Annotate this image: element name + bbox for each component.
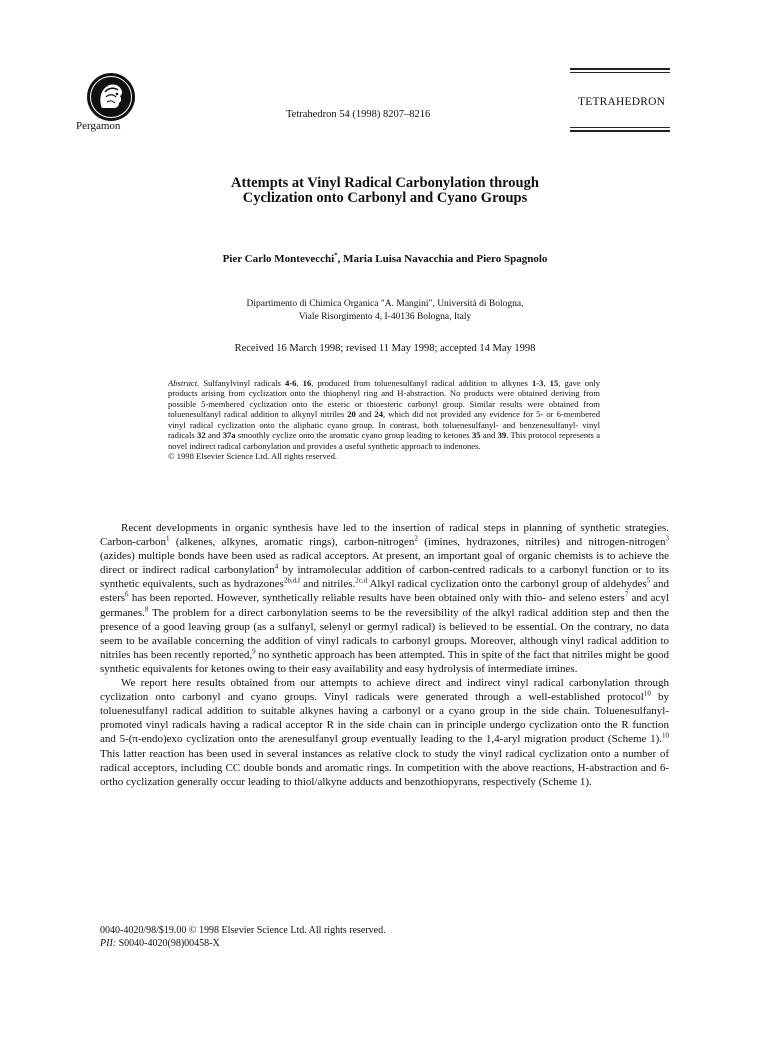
text-run: by toluenesulfanyl radical addition to suitable alkynes having a carbonyl or a cyano group in the side chain. Toluenesulfanyl-promoted vinyl radicals having a radical acceptor R in the side chain can in principle undergo cyclization onto the R function and 5-(π-endo)exo cyclization onto the arenesulfanyl group eventually leading to the 1,4-aryl migration product (Scheme 1). [100, 691, 669, 746]
abstract-text-run: . This protocol represents a novel indirect radical carbonylation and provides a useful synthetic approach to indenones. [168, 430, 601, 451]
header-rule-bottom [570, 127, 670, 128]
journal-citation: Tetrahedron 54 (1998) 8207–8216 [286, 109, 431, 120]
pii-label: PII: [100, 938, 117, 949]
abstract [168, 378, 600, 462]
abstract-text-run: , [296, 378, 303, 388]
compound-ref: 20 [347, 409, 356, 420]
title-line-1: Attempts at Vinyl Radical Carbonylation through [231, 175, 539, 191]
compound-ref: 4-6 [284, 378, 297, 388]
text-run: This latter reaction has been used in several instances as relative clock to study the vinyl radical cyclization onto a number of radical acceptors, including CC double bonds and aromatic rings. In competition with the above reactions, H-abstraction and 6-ortho cyclization generally occur leading to thiol/alkyne adducts and benzothiopyrans, respectively (Scheme 1). [100, 747, 669, 788]
text-run: We report here results obtained from our attempts to achieve direct and indirect vinyl radical carbonylation through cyclization onto carbonyl and cyano groups. Vinyl radicals were generated through a well-established protocol [100, 677, 669, 704]
compound-ref: 32 [197, 430, 206, 441]
abstract-copyright: © 1998 Elsevier Science Ltd. All rights reserved. [168, 451, 338, 462]
header-rule-top [570, 68, 670, 70]
abstract-label: Abstract. [168, 378, 200, 388]
affiliation [150, 298, 620, 324]
abstract-text-run: and [205, 430, 223, 441]
text-run: (azides) multiple bonds have been used as radical acceptors. At present, an important goal of organic chemists is to achieve the direct or indirect radical carbonylation [100, 550, 669, 577]
abstract-text-run: , [543, 378, 550, 388]
text-run: (imines, hydrazones, nitriles) and nitrogen-nitrogen [417, 536, 666, 549]
header-rule-bottom-2 [570, 130, 670, 132]
compound-ref: 37a [222, 430, 236, 441]
affiliation-line-2: Viale Risorgimento 4, I-40136 Bologna, Italy [298, 312, 472, 322]
received-dates: Received 16 March 1998; revised 11 May 1998; accepted 14 May 1998 [234, 343, 536, 354]
reference-mark: 3 [665, 534, 669, 543]
text-run: Alkyl radical cyclization onto the carbonyl group of aldehydes [367, 578, 647, 591]
reference-mark: 2b,d,f [283, 576, 301, 585]
footer-copyright: 0040-4020/98/$19.00 © 1998 Elsevier Science Ltd. All rights reserved. [100, 925, 386, 936]
reference-mark: 9 [252, 647, 256, 656]
publisher-name: Pergamon [76, 120, 121, 132]
reference-mark: 4 [274, 562, 279, 571]
abstract-text-run: and [480, 430, 498, 441]
text-run: no synthetic approach has been attempted. This in spite of the fact that nitriles might be good synthetic equivalents for ketones owing to their easy availability and easy hydrolysis of intermediate imines. [100, 648, 669, 675]
abstract-text [168, 378, 600, 451]
body-paragraph-1 [100, 521, 669, 676]
reference-mark: 8 [144, 604, 149, 613]
abstract-text-run: , produced from toluenesulfanyl radical addition to alkynes [311, 378, 532, 388]
text-run: by intramolecular addition of carbon-centred radicals to a carbonyl function or to its synthetic equivalents, such as hydrazones [100, 564, 670, 591]
reference-mark: 2 [414, 534, 418, 543]
body-text [100, 521, 669, 789]
title-line-2: Cyclization onto Carbonyl and Cyano Groups [242, 190, 528, 206]
text-run: The problem for a direct carbonylation seems to be the reversibility of the alkyl radical addition step and then the presence of a good leaving group (as a sulfanyl, selenyl or germyl radical) is believed to be essential. On the contrary, no data seem to be available concerning the addition of vinyl radicals to carbonyl groups. Moreover, although vinyl radical addition to nitriles has been recently reported, [100, 606, 669, 661]
compound-ref: 16 [302, 378, 312, 388]
text-run: and acyl germanes. [100, 592, 669, 619]
compound-ref: 1-3 [531, 378, 544, 388]
footer-pii [100, 937, 386, 950]
reference-mark: 6 [125, 590, 129, 599]
abstract-text-run: smoothly cyclize onto the aromatic cyano group leading to ketones [235, 430, 472, 441]
abstract-text-run: Sulfanylvinyl radicals [199, 378, 285, 388]
abstract-text-run: , gave only products arising from cyclization onto the thiophenyl ring and H-abstraction. No products were obtained deriving from possible 5-membered cyclization onto the esteric or thioesteric carbonyl group. Similar results were obtained from toluenesulfanyl radical addition to alkynyl nitriles [168, 378, 600, 420]
abstract-text-run: and [355, 409, 375, 420]
authors-rest: , Maria Luisa Navacchia and Piero Spagnolo [337, 253, 548, 265]
affiliation-line-1: Dipartimento di Chimica Organica "A. Mangini", Università di Bologna, [246, 299, 524, 309]
author-1: Pier Carlo Montevecchi [222, 253, 335, 265]
text-run: (alkenes, alkynes, aromatic rings), carbon-nitrogen [169, 536, 415, 549]
compound-ref: 39 [497, 430, 507, 441]
text-run: has been reported. However, synthetically reliable results have been obtained only with thio- and seleno esters [128, 592, 625, 605]
text-run: Recent developments in organic synthesis have led to the insertion of radical steps in planning of synthetic strategies. Carbon-carbon [100, 522, 669, 549]
article-title [150, 176, 620, 206]
text-run: and nitriles. [300, 578, 356, 591]
compound-ref: 15 [549, 378, 559, 388]
reference-mark: 2c,d [355, 576, 368, 585]
reference-mark: 10 [662, 731, 669, 740]
text-run: and esters [100, 578, 669, 605]
reference-mark: 10 [643, 689, 651, 698]
reference-mark: 5 [646, 576, 651, 585]
body-paragraph-2 [100, 676, 669, 789]
abstract-text-run: , which did not provided any evidence for 5- or 6-membered vinyl radical cyclization onto the aliphatic cyano group. In contrast, both toluenesulfanyl- and benzenesulfanyl- vinyl radicals [168, 409, 600, 441]
corresponding-author-mark: * [334, 251, 338, 260]
header-rule-top-2 [570, 72, 670, 73]
journal-name: TETRAHEDRON [578, 96, 666, 108]
reference-mark: 7 [624, 590, 629, 599]
pii-value: S0040-4020(98)00458-X [116, 938, 220, 949]
pergamon-logo [86, 72, 136, 122]
compound-ref: 35 [471, 430, 481, 441]
page-footer [100, 924, 386, 950]
article-authors [150, 253, 620, 265]
reference-mark: 1 [165, 534, 170, 543]
compound-ref: 24 [374, 409, 383, 420]
